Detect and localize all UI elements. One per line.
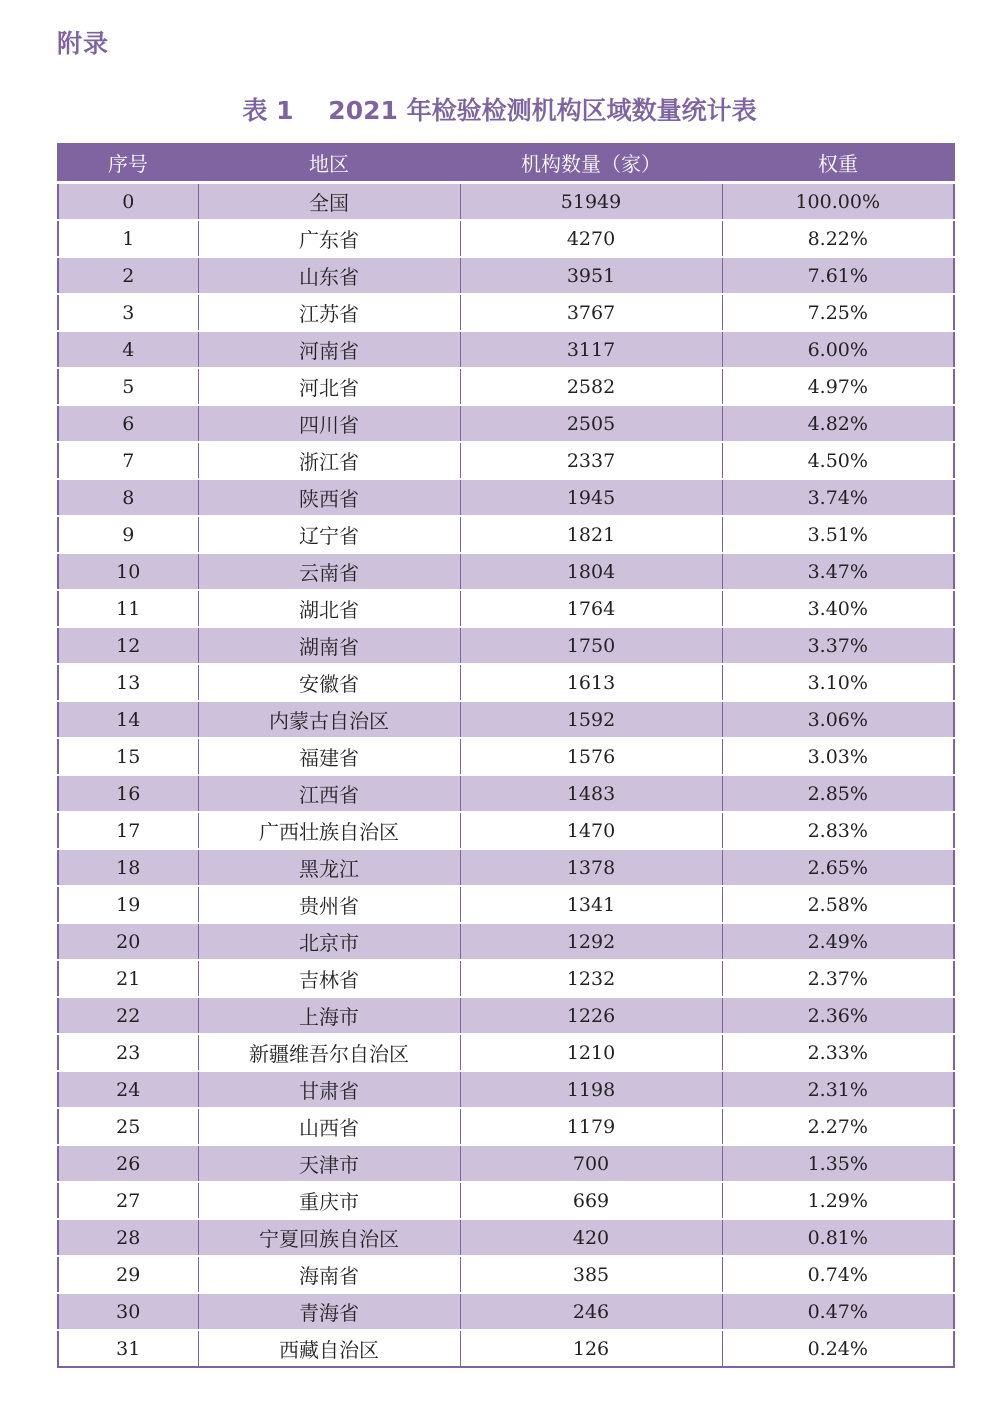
cell-weight: 2.49% xyxy=(722,923,954,960)
cell-weight: 1.35% xyxy=(722,1145,954,1182)
cell-count: 3117 xyxy=(460,331,722,368)
cell-weight: 2.37% xyxy=(722,960,954,997)
cell-index: 9 xyxy=(58,516,198,553)
cell-count: 1945 xyxy=(460,479,722,516)
cell-index: 3 xyxy=(58,294,198,331)
column-header-weight: 权重 xyxy=(722,143,954,183)
cell-weight: 4.82% xyxy=(722,405,954,442)
cell-weight: 2.27% xyxy=(722,1108,954,1145)
cell-count: 246 xyxy=(460,1293,722,1330)
cell-region: 河南省 xyxy=(198,331,460,368)
cell-index: 0 xyxy=(58,183,198,221)
table-row xyxy=(58,183,954,221)
cell-region: 海南省 xyxy=(198,1256,460,1293)
cell-index: 28 xyxy=(58,1219,198,1256)
cell-index: 15 xyxy=(58,738,198,775)
cell-weight: 2.58% xyxy=(722,886,954,923)
cell-index: 4 xyxy=(58,331,198,368)
cell-index: 25 xyxy=(58,1108,198,1145)
cell-index: 8 xyxy=(58,479,198,516)
cell-index: 11 xyxy=(58,590,198,627)
table-row xyxy=(58,997,954,1034)
cell-index: 19 xyxy=(58,886,198,923)
cell-weight: 3.37% xyxy=(722,627,954,664)
cell-count: 1232 xyxy=(460,960,722,997)
cell-region: 重庆市 xyxy=(198,1182,460,1219)
table-row xyxy=(58,294,954,331)
cell-region: 辽宁省 xyxy=(198,516,460,553)
cell-count: 2582 xyxy=(460,368,722,405)
cell-region: 广西壮族自治区 xyxy=(198,812,460,849)
table-row xyxy=(58,331,954,368)
cell-region: 湖南省 xyxy=(198,627,460,664)
cell-index: 23 xyxy=(58,1034,198,1071)
cell-count: 1378 xyxy=(460,849,722,886)
table-row xyxy=(58,1182,954,1219)
table-row xyxy=(58,479,954,516)
cell-count: 1750 xyxy=(460,627,722,664)
cell-region: 天津市 xyxy=(198,1145,460,1182)
cell-count: 3767 xyxy=(460,294,722,331)
cell-count: 126 xyxy=(460,1330,722,1367)
cell-weight: 1.29% xyxy=(722,1182,954,1219)
cell-region: 四川省 xyxy=(198,405,460,442)
cell-weight: 0.24% xyxy=(722,1330,954,1367)
cell-region: 甘肃省 xyxy=(198,1071,460,1108)
table-row xyxy=(58,701,954,738)
table-row xyxy=(58,516,954,553)
cell-region: 浙江省 xyxy=(198,442,460,479)
table-row xyxy=(58,442,954,479)
cell-region: 广东省 xyxy=(198,220,460,257)
cell-index: 31 xyxy=(58,1330,198,1367)
table-row xyxy=(58,1219,954,1256)
table-row xyxy=(58,812,954,849)
appendix-label: 附录 xyxy=(57,29,110,58)
cell-count: 1341 xyxy=(460,886,722,923)
cell-region: 贵州省 xyxy=(198,886,460,923)
cell-region: 山东省 xyxy=(198,257,460,294)
table-row xyxy=(58,775,954,812)
cell-region: 青海省 xyxy=(198,1293,460,1330)
cell-index: 17 xyxy=(58,812,198,849)
cell-count: 420 xyxy=(460,1219,722,1256)
cell-weight: 2.65% xyxy=(722,849,954,886)
table-row xyxy=(58,1256,954,1293)
cell-weight: 2.83% xyxy=(722,812,954,849)
cell-weight: 0.81% xyxy=(722,1219,954,1256)
table-row xyxy=(58,1034,954,1071)
cell-count: 1198 xyxy=(460,1071,722,1108)
table-row xyxy=(58,886,954,923)
cell-count: 1592 xyxy=(460,701,722,738)
cell-count: 1613 xyxy=(460,664,722,701)
table-row xyxy=(58,220,954,257)
cell-weight: 3.03% xyxy=(722,738,954,775)
table-row xyxy=(58,257,954,294)
cell-count: 51949 xyxy=(460,183,722,221)
cell-weight: 3.40% xyxy=(722,590,954,627)
cell-index: 21 xyxy=(58,960,198,997)
cell-count: 1764 xyxy=(460,590,722,627)
cell-weight: 4.50% xyxy=(722,442,954,479)
cell-weight: 2.85% xyxy=(722,775,954,812)
cell-index: 29 xyxy=(58,1256,198,1293)
cell-weight: 3.47% xyxy=(722,553,954,590)
cell-index: 5 xyxy=(58,368,198,405)
cell-region: 吉林省 xyxy=(198,960,460,997)
cell-count: 669 xyxy=(460,1182,722,1219)
table-row xyxy=(58,1145,954,1182)
cell-count: 2337 xyxy=(460,442,722,479)
table-body xyxy=(58,183,954,1368)
cell-weight: 3.10% xyxy=(722,664,954,701)
cell-weight: 8.22% xyxy=(722,220,954,257)
cell-region: 内蒙古自治区 xyxy=(198,701,460,738)
cell-weight: 2.33% xyxy=(722,1034,954,1071)
cell-region: 山西省 xyxy=(198,1108,460,1145)
cell-region: 江苏省 xyxy=(198,294,460,331)
cell-index: 16 xyxy=(58,775,198,812)
table-row xyxy=(58,627,954,664)
cell-index: 2 xyxy=(58,257,198,294)
cell-region: 宁夏回族自治区 xyxy=(198,1219,460,1256)
column-header-region: 地区 xyxy=(198,143,460,183)
table-row xyxy=(58,738,954,775)
cell-index: 14 xyxy=(58,701,198,738)
table-row xyxy=(58,1293,954,1330)
region-statistics-table xyxy=(57,143,955,1368)
column-header-count: 机构数量（家） xyxy=(460,143,722,183)
table-row xyxy=(58,368,954,405)
cell-weight: 6.00% xyxy=(722,331,954,368)
cell-region: 黑龙江 xyxy=(198,849,460,886)
cell-weight: 2.36% xyxy=(722,997,954,1034)
cell-index: 22 xyxy=(58,997,198,1034)
table-row xyxy=(58,405,954,442)
cell-index: 7 xyxy=(58,442,198,479)
cell-region: 福建省 xyxy=(198,738,460,775)
cell-region: 新疆维吾尔自治区 xyxy=(198,1034,460,1071)
cell-weight: 2.31% xyxy=(722,1071,954,1108)
table-title: 表 1 2021 年检验检测机构区域数量统计表 xyxy=(242,96,757,125)
cell-index: 18 xyxy=(58,849,198,886)
cell-count: 1210 xyxy=(460,1034,722,1071)
header-row xyxy=(58,143,954,183)
table-row xyxy=(58,1330,954,1367)
cell-count: 1226 xyxy=(460,997,722,1034)
cell-count: 1821 xyxy=(460,516,722,553)
cell-weight: 7.25% xyxy=(722,294,954,331)
cell-weight: 3.51% xyxy=(722,516,954,553)
cell-count: 4270 xyxy=(460,220,722,257)
cell-region: 江西省 xyxy=(198,775,460,812)
cell-count: 1179 xyxy=(460,1108,722,1145)
cell-region: 云南省 xyxy=(198,553,460,590)
cell-region: 全国 xyxy=(198,183,460,221)
cell-index: 10 xyxy=(58,553,198,590)
cell-region: 安徽省 xyxy=(198,664,460,701)
table-row xyxy=(58,553,954,590)
cell-count: 1292 xyxy=(460,923,722,960)
cell-index: 6 xyxy=(58,405,198,442)
cell-region: 湖北省 xyxy=(198,590,460,627)
cell-region: 上海市 xyxy=(198,997,460,1034)
cell-index: 27 xyxy=(58,1182,198,1219)
cell-index: 30 xyxy=(58,1293,198,1330)
cell-region: 陕西省 xyxy=(198,479,460,516)
cell-weight: 3.06% xyxy=(722,701,954,738)
cell-weight: 7.61% xyxy=(722,257,954,294)
table-row xyxy=(58,960,954,997)
cell-region: 河北省 xyxy=(198,368,460,405)
cell-count: 1804 xyxy=(460,553,722,590)
cell-count: 1576 xyxy=(460,738,722,775)
table-row xyxy=(58,1071,954,1108)
table-header xyxy=(58,143,954,183)
table-row xyxy=(58,923,954,960)
cell-index: 1 xyxy=(58,220,198,257)
table-row xyxy=(58,849,954,886)
cell-index: 12 xyxy=(58,627,198,664)
cell-count: 1483 xyxy=(460,775,722,812)
column-header-index: 序号 xyxy=(58,143,198,183)
table-row xyxy=(58,664,954,701)
cell-weight: 0.74% xyxy=(722,1256,954,1293)
cell-region: 西藏自治区 xyxy=(198,1330,460,1367)
cell-count: 1470 xyxy=(460,812,722,849)
cell-weight: 4.97% xyxy=(722,368,954,405)
cell-index: 20 xyxy=(58,923,198,960)
cell-count: 2505 xyxy=(460,405,722,442)
cell-count: 385 xyxy=(460,1256,722,1293)
cell-index: 26 xyxy=(58,1145,198,1182)
cell-count: 3951 xyxy=(460,257,722,294)
cell-weight: 0.47% xyxy=(722,1293,954,1330)
cell-weight: 3.74% xyxy=(722,479,954,516)
table-row xyxy=(58,590,954,627)
cell-region: 北京市 xyxy=(198,923,460,960)
cell-weight: 100.00% xyxy=(722,183,954,221)
table-row xyxy=(58,1108,954,1145)
cell-index: 13 xyxy=(58,664,198,701)
cell-index: 24 xyxy=(58,1071,198,1108)
cell-count: 700 xyxy=(460,1145,722,1182)
